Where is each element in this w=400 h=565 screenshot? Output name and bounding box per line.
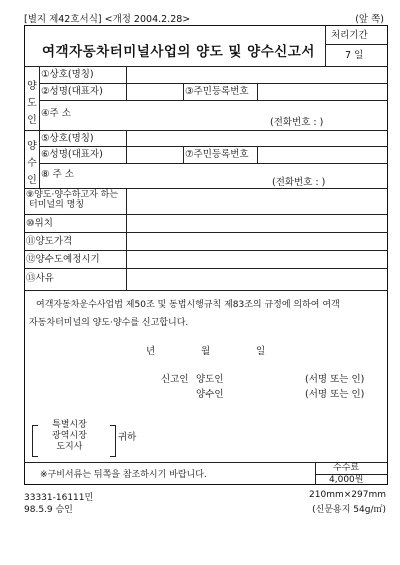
transferor-id-label: ③주민등록번호 xyxy=(185,86,249,97)
transferee-id-label: ⑦주민등록번호 xyxy=(185,149,249,160)
terminal-name-line: ⑨양도·양수하고자 하는 xyxy=(26,190,119,200)
attachment-note: ※구비서류는 뒤쪽을 참조하시기 바랍니다. xyxy=(40,470,207,480)
divider xyxy=(126,188,127,290)
divider xyxy=(39,163,388,164)
transferee-company-label: ⑤상호(명칭) xyxy=(41,133,94,144)
divider xyxy=(24,232,388,233)
divider xyxy=(24,188,388,189)
transferee-sign-label: 양수인 xyxy=(196,389,224,400)
divider xyxy=(39,100,388,101)
processing-label: 처리기간 xyxy=(331,30,368,41)
transferee-address-label: ⑧ 주 소 xyxy=(41,169,74,180)
transferee-char: 인 xyxy=(27,175,37,186)
footer-approval: 98.5.9 승인 xyxy=(24,505,73,515)
divider xyxy=(24,290,388,291)
divider xyxy=(24,268,388,269)
transferor-phone: (전화번호 : ) xyxy=(270,117,324,128)
transferee-rep-label: ⑥성명(대표자) xyxy=(41,149,103,160)
transferee-group-label xyxy=(25,140,39,187)
footer-code: 33331-16111민 xyxy=(24,493,94,503)
transferee-char: 양 xyxy=(27,141,37,152)
divider xyxy=(183,83,184,100)
transferor-char: 양 xyxy=(27,81,37,92)
fee-value: 4,000원 xyxy=(329,475,364,485)
statement-line-2: 자동차터미널의 양도·양수를 신고합니다. xyxy=(29,318,189,328)
terminal-name-line: 터미널의 명칭 xyxy=(29,200,85,210)
date-year: 년 xyxy=(146,346,156,357)
price-label: ⑪양도가격 xyxy=(26,236,73,247)
divider xyxy=(39,66,40,188)
divider xyxy=(24,214,388,215)
transferor-sign-label: 양도인 xyxy=(196,374,224,385)
divider xyxy=(325,25,326,66)
divider xyxy=(39,83,388,84)
transferee-char: 수 xyxy=(27,158,37,169)
divider xyxy=(24,130,388,131)
addressee-bracket-left xyxy=(32,425,38,457)
statement-line-1: 여객자동차운수사업법 제50조 및 동법시행규칙 제83조의 규정에 의하여 여객 xyxy=(36,300,340,310)
terminal-name-label xyxy=(26,190,118,210)
addressee-bracket-right xyxy=(110,425,116,457)
divider xyxy=(325,44,388,45)
divider xyxy=(24,250,388,251)
transferor-rep-label: ②성명(대표자) xyxy=(41,86,103,97)
transferor-group-label xyxy=(25,80,39,127)
addressee-line: 광역시장 xyxy=(52,431,87,441)
transferor-address-label: ④주 소 xyxy=(41,108,71,119)
transferor-char: 도 xyxy=(27,98,37,109)
processing-value: 7 일 xyxy=(345,50,364,61)
fee-label: 수수료 xyxy=(333,463,360,473)
scheduled-date-label: ⑫양수도예정시기 xyxy=(26,254,100,265)
transferee-phone: (전화번호 : ) xyxy=(272,177,326,188)
footer-paper-type: (신문용지 54g/㎡) xyxy=(312,505,386,515)
location-label: ⑩위치 xyxy=(26,218,53,229)
divider xyxy=(39,146,388,147)
divider xyxy=(257,146,258,163)
form-title: 여객자동차터미널사업의 양도 및 양수신고서 xyxy=(42,44,315,60)
form-number: [별지 제42호서식] <개정 2004.2.28> xyxy=(24,14,191,25)
reason-label: ⑬사유 xyxy=(26,273,54,284)
divider xyxy=(183,146,184,163)
transferor-sign-slot: (서명 또는 인) xyxy=(305,374,365,385)
date-month: 월 xyxy=(201,346,211,357)
footer-paper-size: 210mm×297mm xyxy=(309,490,386,500)
addressee-line: 도지사 xyxy=(56,442,83,452)
transferor-char: 인 xyxy=(27,115,37,126)
page-side: (앞 쪽) xyxy=(355,14,384,25)
divider xyxy=(257,83,258,100)
transferee-sign-slot: (서명 또는 인) xyxy=(305,389,365,400)
addressee-list xyxy=(52,420,87,453)
addressee-line: 특별시장 xyxy=(52,420,87,430)
applicant-label: 신고인 xyxy=(161,374,189,385)
date-day: 일 xyxy=(256,346,266,357)
transferor-company-label: ①상호(명칭) xyxy=(41,69,94,80)
divider xyxy=(24,66,388,67)
addressee-suffix: 귀하 xyxy=(118,432,137,443)
